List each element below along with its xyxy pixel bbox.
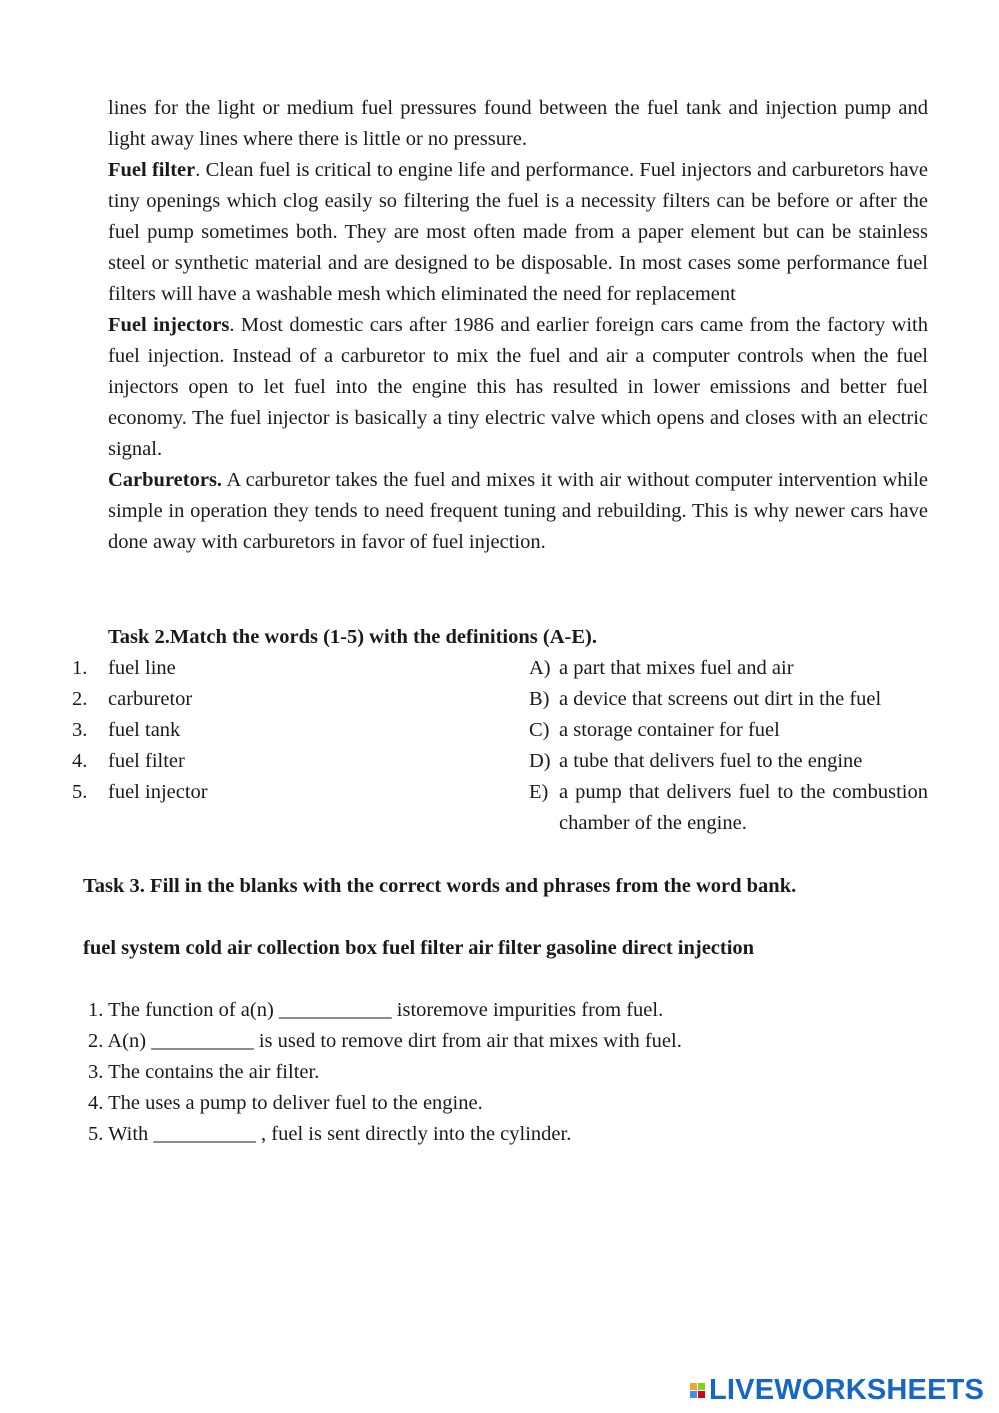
list-item: 4. The uses a pump to deliver fuel to the engine.	[88, 1092, 483, 1114]
list-item: 3. The contains the air filter.	[88, 1061, 320, 1083]
paragraph-fuel-filter: Fuel filter. Clean fuel is critical to engine life and performance. Fuel injectors and carburetors have tiny openings which clog easily so filtering the fuel is a necessity filters can be before or after the fuel pump sometimes both. They are most often made from a paper element but can be stainless steel or synthetic material and are designed to be disposable. In most cases some performance fuel filters will have a washable mesh which eliminated the need for replacement	[108, 159, 929, 305]
list-item: 5. With __________ , fuel is sent directly into the cylinder.	[88, 1123, 572, 1145]
paragraph-fuel-lines: lines for the light or medium fuel pressures found between the fuel tank and injection pump and light away lines where there is little or no pressure.	[108, 97, 928, 150]
list-item: D) a tube that delivers fuel to the engine	[529, 750, 863, 772]
match-words-list	[72, 653, 452, 808]
list-item: 2. carburetor	[72, 688, 193, 710]
list-item: C) a storage container for fuel	[529, 719, 780, 741]
fill-blanks-list	[88, 995, 948, 1150]
list-item: 3. fuel tank	[72, 719, 181, 741]
paragraph-fuel-injectors: Fuel injectors. Most domestic cars after 1986 and earlier foreign cars came from the factory with fuel injection. Instead of a carburetor to mix the fuel and air a computer controls when the fuel injectors open to let fuel into the engine this has resulted in lower emissions and better fuel economy. The fuel injector is basically a tiny electric valve which opens and closes with an electric signal.	[108, 314, 928, 460]
reading-passage	[108, 93, 928, 558]
list-item: 5. fuel injector	[72, 781, 208, 803]
liveworksheets-logo[interactable]	[690, 1375, 984, 1405]
logo-text: LIVEWORKSHEETS	[709, 1373, 985, 1406]
list-item: 1. The function of a(n) ___________ istoremove impurities from fuel.	[88, 999, 664, 1021]
paragraph-carburetors: Carburetors. A carburetor takes the fuel and mixes it with air without computer intervention while simple in operation they tends to need frequent tuning and rebuilding. This is why newer cars have done away with carburetors in favor of fuel injection.	[108, 469, 928, 553]
task3-heading: Task 3. Fill in the blanks with the correct words and phrases from the word bank.	[83, 875, 797, 897]
match-definitions-list	[529, 653, 928, 839]
list-item: 4. fuel filter	[72, 750, 185, 772]
list-item: E) a pump that delivers fuel to the combustion chamber of the engine.	[529, 781, 928, 834]
list-item: A) a part that mixes fuel and air	[529, 657, 794, 679]
list-item: 2. A(n) __________ is used to remove dirt from air that mixes with fuel.	[88, 1030, 682, 1052]
list-item: 1. fuel line	[72, 657, 176, 679]
liveworksheets-logo-icon	[690, 1383, 705, 1398]
list-item: B) a device that screens out dirt in the fuel	[529, 688, 882, 710]
task2-heading: Task 2.Match the words (1-5) with the definitions (A-E).	[108, 626, 597, 648]
word-bank: fuel system cold air collection box fuel filter air filter gasoline direct injection	[83, 937, 755, 959]
